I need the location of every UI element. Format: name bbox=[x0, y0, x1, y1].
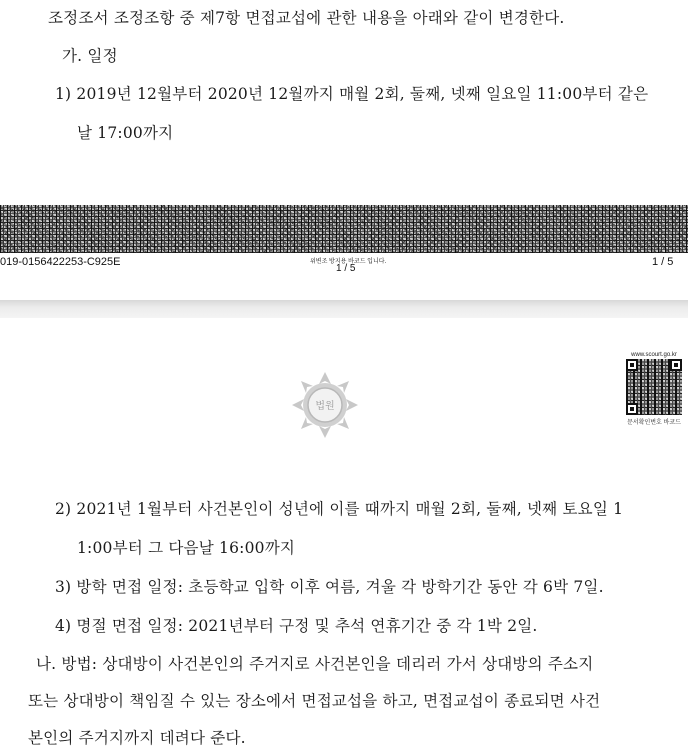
method-line-2: 또는 상대방이 책임질 수 있는 장소에서 면접교섭을 하고, 면접교섭이 종료되면 사건 bbox=[28, 692, 601, 710]
qr-url-text: www.scourt.go.kr bbox=[631, 352, 677, 358]
qr-code-icon bbox=[626, 359, 682, 415]
heading-schedule: 가. 일정 bbox=[62, 47, 118, 65]
qr-finder-pattern bbox=[626, 403, 638, 415]
method-line-1: 나. 방법: 상대방이 사건본인의 주거지로 사건본인을 데리러 가서 상대방의 주소지 bbox=[36, 655, 594, 673]
schedule-item-2-line-1: 2) 2021년 1월부터 사건본인이 성년에 이를 때까지 매월 2회, 둘째, 넷째 토요일 1 bbox=[55, 500, 624, 518]
document-code: 019-0156422253-C925E bbox=[0, 256, 121, 268]
court-seal-icon bbox=[290, 370, 360, 440]
qr-finder-pattern bbox=[626, 359, 638, 371]
schedule-item-1-line-1: 1) 2019년 12월부터 2020년 12월까지 매월 2회, 둘째, 넷째 일요일 11:00부터 같은 bbox=[55, 85, 649, 103]
page-number-center: 1 / 5 bbox=[336, 263, 356, 274]
schedule-item-3: 3) 방학 면접 일정: 초등학교 입학 이후 여름, 겨울 각 방학기간 동안 각 6박 7일. bbox=[55, 578, 604, 596]
intro-line: 조정조서 조정조항 중 제7항 면접교섭에 관한 내용을 아래와 같이 변경한다. bbox=[48, 9, 565, 27]
page-number-right: 1 / 5 bbox=[652, 256, 674, 268]
seal-text: 법원 bbox=[315, 401, 335, 412]
schedule-item-1-line-2: 날 17:00까지 bbox=[77, 124, 174, 142]
page-gap bbox=[0, 300, 688, 318]
schedule-item-4: 4) 명절 면접 일정: 2021년부터 구정 및 추석 연휴기간 중 각 1박 2일. bbox=[55, 617, 538, 635]
qr-finder-pattern bbox=[670, 359, 682, 371]
verification-qr-block bbox=[624, 352, 684, 430]
qr-caption: 문서확인번호 바코드 bbox=[627, 420, 681, 426]
anti-forgery-barcode bbox=[0, 205, 688, 253]
method-line-3: 본인의 주거지까지 데려다 준다. bbox=[28, 729, 246, 747]
barcode-note: 위변조 방지용 바코드 입니다. bbox=[310, 259, 387, 265]
schedule-item-2-line-2: 1:00부터 그 다음날 16:00까지 bbox=[77, 539, 296, 557]
